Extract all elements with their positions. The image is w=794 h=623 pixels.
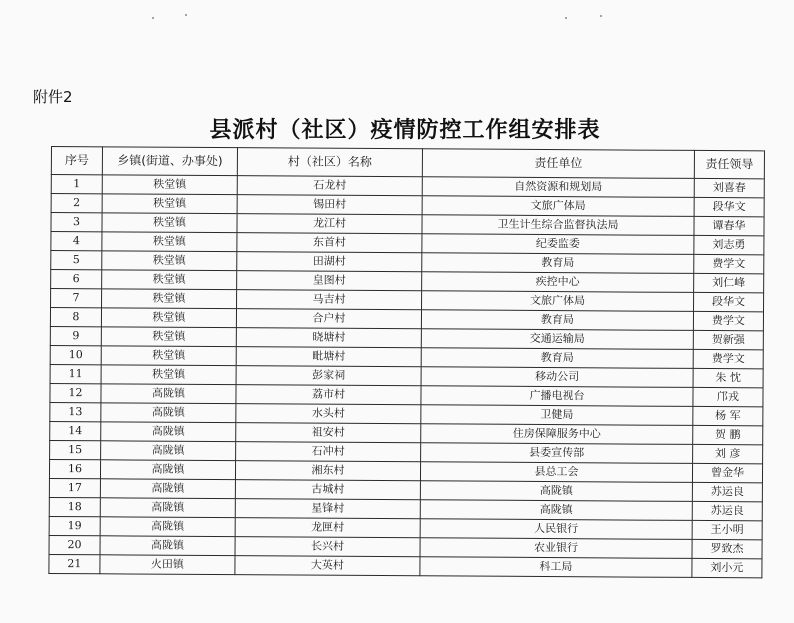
schedule-table bbox=[48, 146, 765, 578]
unit-cell: 教育局 bbox=[421, 348, 693, 369]
document-title: 县派村（社区）疫情防控工作组安排表 bbox=[209, 118, 601, 143]
unit-cell: 住房保障服务中心 bbox=[421, 424, 693, 445]
leader-cell: 段华文 bbox=[694, 292, 764, 311]
town-cell: 秩堂镇 bbox=[102, 270, 237, 290]
unit-cell: 广播电视台 bbox=[421, 386, 693, 407]
unit-cell: 县总工会 bbox=[420, 462, 692, 483]
village-cell: 晓塘村 bbox=[236, 328, 421, 348]
leader-cell: 刘仁峰 bbox=[694, 273, 764, 292]
village-cell: 大英村 bbox=[235, 556, 420, 576]
unit-cell: 人民银行 bbox=[420, 519, 692, 540]
leader-cell: 朱 忱 bbox=[693, 368, 763, 387]
village-cell: 彭家祠 bbox=[236, 366, 421, 386]
unit-cell: 卫健局 bbox=[421, 405, 693, 426]
village-cell: 合户村 bbox=[236, 309, 421, 329]
village-cell: 荔市村 bbox=[236, 385, 421, 405]
column-header-unit: 责任单位 bbox=[422, 149, 694, 179]
village-cell: 石龙村 bbox=[237, 176, 422, 196]
leader-cell: 苏运良 bbox=[692, 501, 762, 520]
seq-cell: 1 bbox=[51, 175, 102, 194]
village-cell: 长兴村 bbox=[235, 537, 420, 557]
seq-cell: 21 bbox=[49, 554, 100, 573]
column-header-seq: 序号 bbox=[51, 147, 102, 175]
seq-cell: 17 bbox=[49, 478, 100, 497]
town-cell: 高陇镇 bbox=[101, 441, 236, 461]
unit-cell: 高陇镇 bbox=[420, 481, 692, 502]
unit-cell: 农业银行 bbox=[420, 538, 692, 559]
town-cell: 高陇镇 bbox=[100, 460, 235, 480]
column-header-leader: 责任领导 bbox=[694, 150, 764, 178]
table-row bbox=[49, 554, 762, 577]
leader-cell: 贺 鹏 bbox=[693, 425, 763, 444]
village-cell: 龙匣村 bbox=[235, 518, 420, 538]
unit-cell: 教育局 bbox=[421, 310, 693, 331]
leader-cell: 邝戎 bbox=[693, 387, 763, 406]
leader-cell: 刘 彦 bbox=[693, 444, 763, 463]
village-cell: 古城村 bbox=[235, 480, 420, 500]
scan-speck bbox=[152, 17, 154, 19]
leader-cell: 贺新强 bbox=[693, 330, 763, 349]
seq-cell: 14 bbox=[50, 421, 101, 440]
village-cell: 星锋村 bbox=[235, 499, 420, 519]
town-cell: 秩堂镇 bbox=[102, 213, 237, 233]
village-cell: 毗塘村 bbox=[236, 347, 421, 367]
town-cell: 火田镇 bbox=[100, 555, 235, 575]
seq-cell: 11 bbox=[50, 364, 101, 383]
seq-cell: 16 bbox=[49, 459, 100, 478]
table-header-row bbox=[51, 147, 764, 179]
seq-cell: 5 bbox=[51, 251, 102, 270]
village-cell: 石冲村 bbox=[236, 442, 421, 462]
village-cell: 水头村 bbox=[236, 404, 421, 424]
unit-cell: 卫生计生综合监督执法局 bbox=[422, 215, 694, 236]
column-header-town: 乡镇(街道、办事处) bbox=[102, 147, 237, 176]
town-cell: 秩堂镇 bbox=[101, 327, 236, 347]
unit-cell: 文旅广体局 bbox=[422, 196, 694, 217]
unit-cell: 自然资源和规划局 bbox=[422, 177, 694, 198]
seq-cell: 19 bbox=[49, 516, 100, 535]
village-cell: 田湖村 bbox=[237, 252, 422, 272]
town-cell: 秩堂镇 bbox=[102, 232, 237, 252]
seq-cell: 20 bbox=[49, 535, 100, 554]
seq-cell: 18 bbox=[49, 497, 100, 516]
unit-cell: 纪委监委 bbox=[422, 234, 694, 255]
leader-cell: 罗致杰 bbox=[692, 539, 762, 558]
village-cell: 祖安村 bbox=[236, 423, 421, 443]
seq-cell: 4 bbox=[51, 232, 102, 251]
village-cell: 湘东村 bbox=[235, 461, 420, 481]
town-cell: 秩堂镇 bbox=[101, 308, 236, 328]
leader-cell: 杨 军 bbox=[693, 406, 763, 425]
village-cell: 马吉村 bbox=[237, 290, 422, 310]
seq-cell: 13 bbox=[50, 402, 101, 421]
unit-cell: 科工局 bbox=[420, 557, 692, 578]
town-cell: 高陇镇 bbox=[101, 422, 236, 442]
attachment-label: 附件2 bbox=[33, 88, 73, 106]
town-cell: 高陇镇 bbox=[100, 536, 235, 556]
leader-cell: 刘小元 bbox=[692, 558, 762, 577]
scan-speck bbox=[600, 15, 602, 17]
unit-cell: 疾控中心 bbox=[422, 272, 694, 293]
seq-cell: 3 bbox=[51, 213, 102, 232]
town-cell: 秩堂镇 bbox=[102, 175, 237, 195]
town-cell: 秩堂镇 bbox=[101, 365, 236, 385]
seq-cell: 9 bbox=[50, 326, 101, 345]
scan-speck bbox=[185, 14, 187, 16]
unit-cell: 高陇镇 bbox=[420, 500, 692, 521]
scan-speck bbox=[565, 17, 567, 19]
town-cell: 秩堂镇 bbox=[102, 194, 237, 214]
leader-cell: 王小明 bbox=[692, 520, 762, 539]
village-cell: 锡田村 bbox=[237, 195, 422, 215]
seq-cell: 6 bbox=[51, 270, 102, 289]
leader-cell: 刘志勇 bbox=[694, 235, 764, 254]
leader-cell: 苏运良 bbox=[692, 482, 762, 501]
village-cell: 东首村 bbox=[237, 233, 422, 253]
town-cell: 秩堂镇 bbox=[102, 289, 237, 309]
leader-cell: 费学文 bbox=[694, 254, 764, 273]
town-cell: 高陇镇 bbox=[100, 517, 235, 537]
village-cell: 龙江村 bbox=[237, 214, 422, 234]
town-cell: 高陇镇 bbox=[100, 479, 235, 499]
village-cell: 皇图村 bbox=[237, 271, 422, 291]
leader-cell: 刘喜春 bbox=[694, 178, 764, 197]
town-cell: 秩堂镇 bbox=[101, 346, 236, 366]
leader-cell: 曾金华 bbox=[692, 463, 762, 482]
leader-cell: 谭春华 bbox=[694, 216, 764, 235]
seq-cell: 7 bbox=[51, 289, 102, 308]
unit-cell: 移动公司 bbox=[421, 367, 693, 388]
unit-cell: 文旅广体局 bbox=[422, 291, 694, 312]
town-cell: 高陇镇 bbox=[100, 498, 235, 518]
seq-cell: 8 bbox=[50, 308, 101, 327]
column-header-village: 村（社区）名称 bbox=[237, 148, 422, 177]
seq-cell: 15 bbox=[50, 440, 101, 459]
seq-cell: 12 bbox=[50, 383, 101, 402]
town-cell: 高陇镇 bbox=[101, 384, 236, 404]
unit-cell: 县委宣传部 bbox=[421, 443, 693, 464]
leader-cell: 段华文 bbox=[694, 197, 764, 216]
town-cell: 高陇镇 bbox=[101, 403, 236, 423]
leader-cell: 费学文 bbox=[693, 349, 763, 368]
leader-cell: 费学文 bbox=[693, 311, 763, 330]
unit-cell: 交通运输局 bbox=[421, 329, 693, 350]
town-cell: 秩堂镇 bbox=[102, 251, 237, 271]
unit-cell: 教育局 bbox=[422, 253, 694, 274]
seq-cell: 2 bbox=[51, 194, 102, 213]
seq-cell: 10 bbox=[50, 345, 101, 364]
